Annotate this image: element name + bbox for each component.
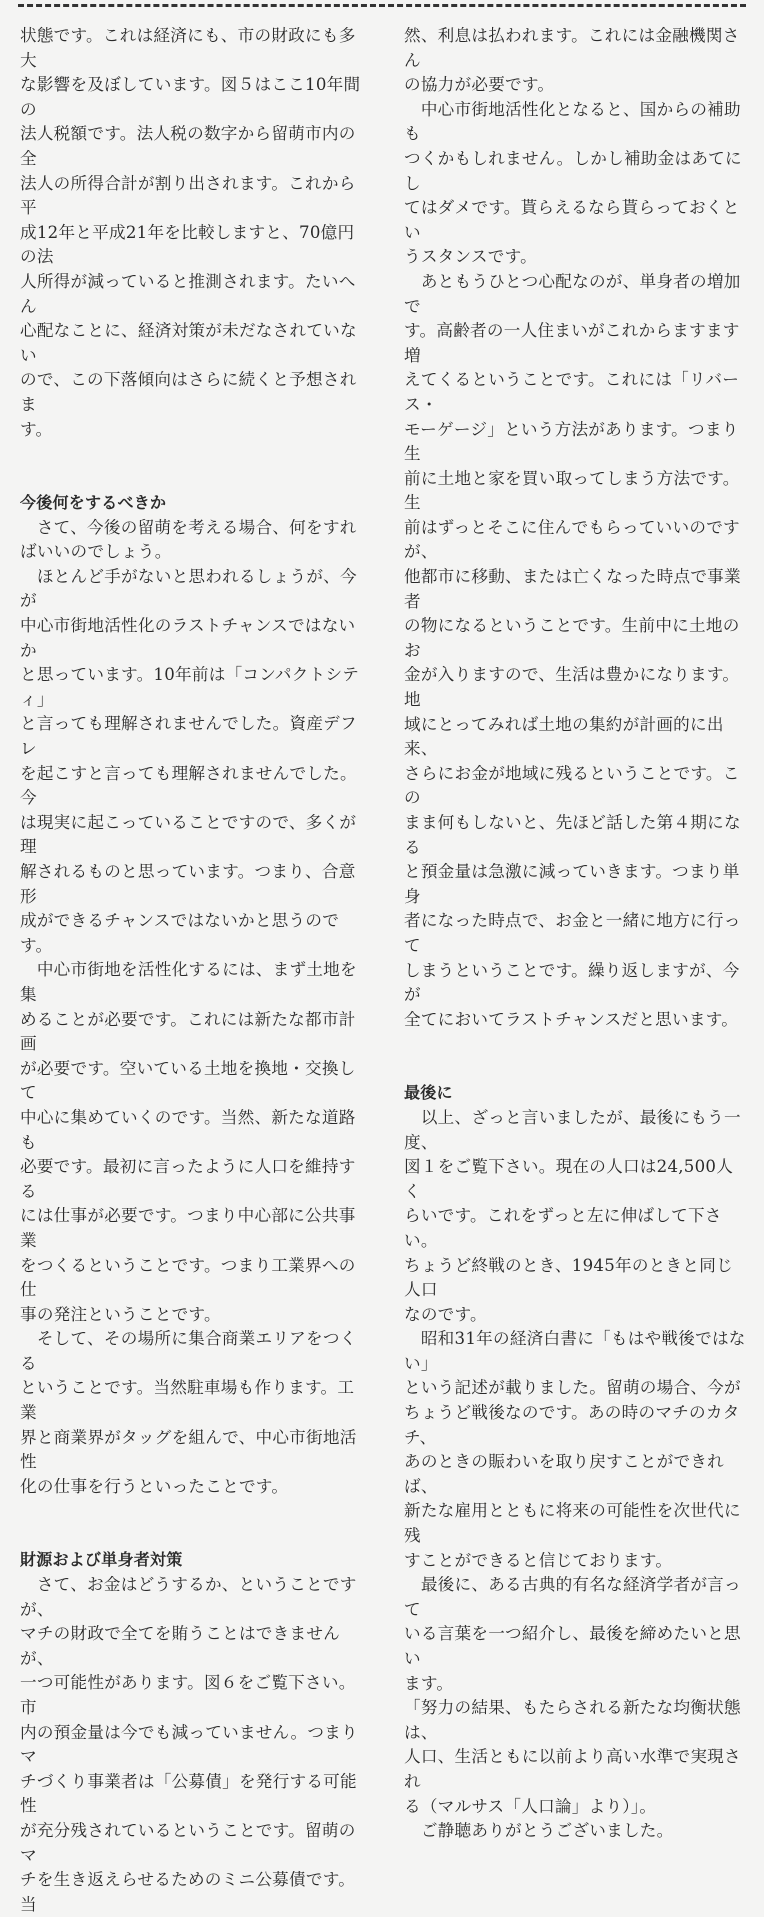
top-dashed-rule	[18, 4, 746, 7]
quotation: 「努力の結果、もたらされる新たな均衡状態は、 人口、生活ともに以前より高い水準で実現され る（マルサス「人口論」より）」。	[404, 1698, 741, 1816]
paragraph: あともうひとつ心配なのが、単身者の増加で す。高齢者の一人住まいがこれからますます増 えてくるということです。これには「リバース・ モーゲージ」という方法があります。つまり生 前に土地と家を買い取ってしまう方法です。生 前はずっとそこに住んでもらっていいのですが、 他都市に移動、または亡くなった時点で事業者 の物になるということです。生前中に土地のお 金が入りますので、生活は豊かになります。地 域にとってみれば土地の集約が計画的に出来、 さらにお金が地域に残るということです。この まま何もしないと、先ほど話した第４期になる と預金量は急激に減っていきます。つまり単身 者になった時点で、お金と一緒に地方に行って しまうということです。繰り返しますが、今が 全てにおいてラストチャンスだと思います。	[404, 271, 741, 1029]
section-spacer	[404, 1032, 749, 1081]
section-heading: 今後何をするべきか	[20, 493, 167, 513]
paragraph: 昭和31年の経済白書に「もはや戦後ではない」 という記述が載りました。留萌の場合、今が ちょうど戦後なのです。あの時のマチのカタチ、 あのときの賑わいを取り戻すことができれば、 新たな雇用とともに将来の可能性を次世代に残 すことができると信じております。	[404, 1329, 746, 1570]
paragraph: さて、お金はどうするか、ということですが、 マチの財政で全てを賄うことはできませんが、 一つ可能性があります。図６をご覧下さい。市 内の預金量は今でも減っていません。つまりマ チづくり事業者は「公募債」を発行する可能性 が充分残されているということです。留萌のマ チを生き返えらせるためのミニ公募債です。当	[20, 1575, 358, 1914]
section-heading: 財源および単身者対策	[20, 1550, 183, 1570]
paragraph: そして、その場所に集合商業エリアをつくる ということです。当然駐車場も作ります。工業 界と商業界がタッグを組んで、中心市街地活性 化の仕事を行うといったことです。	[20, 1329, 357, 1496]
paragraph: ご静聴ありがとうございました。	[404, 1821, 674, 1841]
paragraph: 状態です。これは経済にも、市の財政にも多大 な影響を及ぼしています。図５はここ10年間の 法人税額です。法人税の数字から留萌市内の全 法人の所得合計が割り出されます。これから平 成12年と平成21年を比較しますと、70億円の法 人所得が減っていると推測されます。たいへん 心配なことに、経済対策が未だなされていない ので、この下落傾向はさらに続くと予想されま す。	[20, 26, 361, 439]
section-spacer	[20, 1499, 365, 1548]
left-column	[20, 24, 365, 1917]
section-heading: 最後に	[404, 1083, 453, 1103]
paragraph: 中心市街地活性化となると、国からの補助も つくかもしれません。しかし補助金はあてにし てはダメです。貰らえるなら貰らっておくとい うスタンスです。	[404, 99, 742, 267]
paragraph: 最後に、ある古典的有名な経済学者が言って いる言葉を一つ紹介し、最後を締めたいと思い ます。	[404, 1575, 741, 1693]
paragraph: 然、利息は払われます。これには金融機関さん の協力が必要です。	[404, 26, 740, 95]
right-column	[404, 24, 749, 1844]
paragraph: 中心市街地を活性化するには、まず土地を集 めることが必要です。これには新たな都市計画 が必要です。空いている土地を換地・交換して 中心に集めていくのです。当然、新たな道路も 必要です。最初に言ったように人口を維持する には仕事が必要です。つまり中心部に公共事業 をつくるということです。つまり工業界への仕 事の発注ということです。	[20, 960, 357, 1324]
paragraph: 以上、ざっと言いましたが、最後にもう一度、 図１をご覧下さい。現在の人口は24,500人く らいです。これをずっと左に伸ばして下さい。 ちょうど終戦のとき、1945年のときと同じ人口 なのです。	[404, 1107, 741, 1324]
paragraph: さて、今後の留萌を考える場合、何をすればいいのでしょう。	[20, 517, 357, 562]
section-spacer	[20, 442, 365, 491]
paragraph: ほとんど手がないと思われるしょうが、今が 中心市街地活性化のラストチャンスではないか と思っています。10年前は「コンパクトシティ」 と言っても理解されませんでした。資産デフレ を起こすと言っても理解されませんでした。今 は現実に起こっていることですので、多くが理 解されるものと思っています。つまり、合意形 成ができるチャンスではないかと思うのです。	[20, 566, 360, 955]
